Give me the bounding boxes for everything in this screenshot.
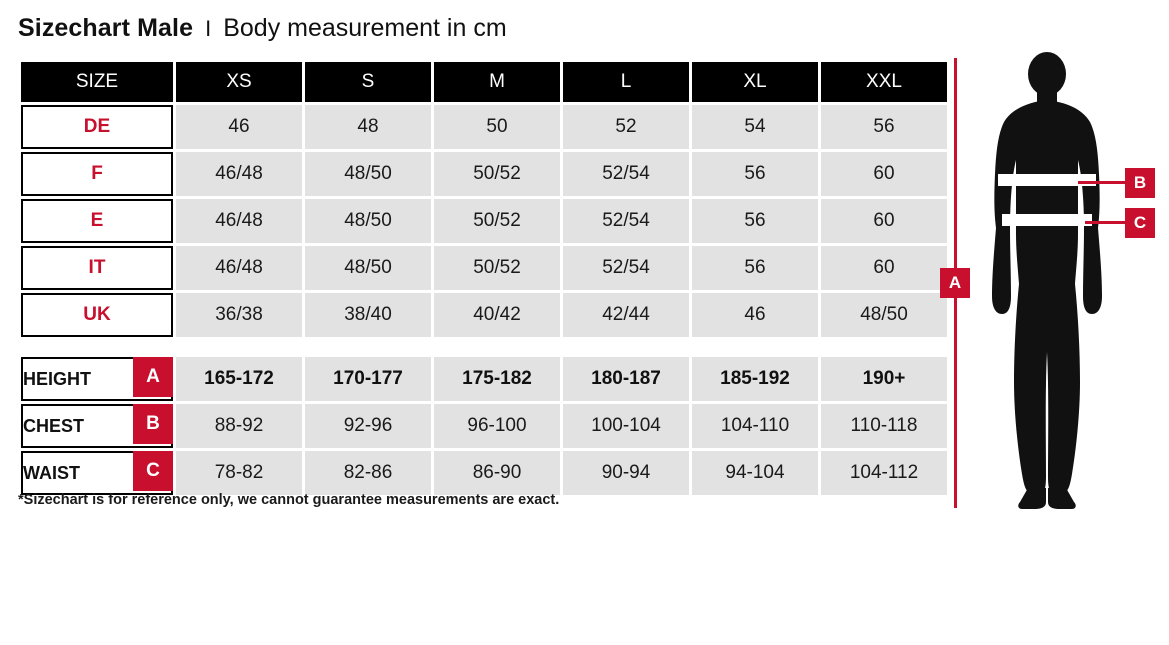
cell-uk-l: 42/44 (563, 293, 689, 337)
table-row (21, 357, 947, 401)
cell-f-xl: 56 (692, 152, 818, 196)
cell-it-xxl: 60 (821, 246, 947, 290)
table-header-row (21, 62, 947, 102)
badge-a: A (133, 357, 173, 397)
table-section-divider (21, 340, 947, 354)
row-label-height (21, 357, 173, 401)
cell-de-l: 52 (563, 105, 689, 149)
body-figure-panel (930, 52, 1155, 512)
row-label-it: IT (21, 246, 173, 290)
cell-height-xxl: 190+ (821, 357, 947, 401)
title-subtitle: Body measurement in cm (223, 14, 507, 42)
cell-e-s: 48/50 (305, 199, 431, 243)
row-label-de: DE (21, 105, 173, 149)
cell-uk-xl: 46 (692, 293, 818, 337)
badge-c: C (133, 451, 173, 491)
table-row (21, 451, 947, 495)
cell-uk-xs: 36/38 (176, 293, 302, 337)
cell-f-s: 48/50 (305, 152, 431, 196)
cell-chest-xxl: 110-118 (821, 404, 947, 448)
cell-chest-xl: 104-110 (692, 404, 818, 448)
row-label-chest (21, 404, 173, 448)
cell-f-l: 52/54 (563, 152, 689, 196)
cell-chest-m: 96-100 (434, 404, 560, 448)
chest-marker-line (1078, 181, 1125, 184)
cell-e-xxl: 60 (821, 199, 947, 243)
cell-height-s: 170-177 (305, 357, 431, 401)
cell-de-s: 48 (305, 105, 431, 149)
cell-waist-xs: 78-82 (176, 451, 302, 495)
table-row (21, 404, 947, 448)
cell-it-xl: 56 (692, 246, 818, 290)
cell-e-xs: 46/48 (176, 199, 302, 243)
cell-it-m: 50/52 (434, 246, 560, 290)
cell-waist-xl: 94-104 (692, 451, 818, 495)
cell-chest-s: 92-96 (305, 404, 431, 448)
header-size-l: L (563, 62, 689, 102)
page-title (18, 14, 507, 43)
title-separator: I (205, 16, 212, 41)
cell-f-m: 50/52 (434, 152, 560, 196)
table-row (21, 246, 947, 290)
cell-chest-xs: 88-92 (176, 404, 302, 448)
table-row (21, 152, 947, 196)
row-label-height-text: HEIGHT (23, 369, 92, 389)
figure-marker-b: B (1125, 168, 1155, 198)
cell-de-m: 50 (434, 105, 560, 149)
cell-e-m: 50/52 (434, 199, 560, 243)
row-label-f: F (21, 152, 173, 196)
cell-f-xs: 46/48 (176, 152, 302, 196)
cell-e-xl: 56 (692, 199, 818, 243)
cell-f-xxl: 60 (821, 152, 947, 196)
title-main: Sizechart Male (18, 14, 194, 42)
cell-height-l: 180-187 (563, 357, 689, 401)
cell-it-l: 52/54 (563, 246, 689, 290)
header-size-s: S (305, 62, 431, 102)
table-row (21, 293, 947, 337)
cell-height-m: 175-182 (434, 357, 560, 401)
row-label-chest-text: CHEST (23, 416, 85, 436)
cell-height-xs: 165-172 (176, 357, 302, 401)
badge-b: B (133, 404, 173, 444)
figure-marker-a: A (940, 268, 970, 298)
cell-uk-s: 38/40 (305, 293, 431, 337)
cell-waist-xxl: 104-112 (821, 451, 947, 495)
table-row (21, 105, 947, 149)
cell-e-l: 52/54 (563, 199, 689, 243)
cell-de-xl: 54 (692, 105, 818, 149)
header-size-xs: XS (176, 62, 302, 102)
cell-waist-s: 82-86 (305, 451, 431, 495)
cell-de-xxl: 56 (821, 105, 947, 149)
header-size-xxl: XXL (821, 62, 947, 102)
sizechart-table (18, 59, 950, 498)
waist-marker-line (1085, 221, 1125, 224)
cell-uk-m: 40/42 (434, 293, 560, 337)
row-label-waist (21, 451, 173, 495)
cell-it-xs: 46/48 (176, 246, 302, 290)
cell-height-xl: 185-192 (692, 357, 818, 401)
cell-waist-m: 86-90 (434, 451, 560, 495)
table-row (21, 199, 947, 243)
cell-uk-xxl: 48/50 (821, 293, 947, 337)
header-size-label: SIZE (21, 62, 173, 102)
row-label-uk: UK (21, 293, 173, 337)
row-label-waist-text: WAIST (23, 463, 80, 483)
male-body-silhouette-icon (972, 52, 1122, 512)
footnote: *Sizechart is for reference only, we cannot guarantee measurements are exact. (18, 492, 560, 508)
cell-it-s: 48/50 (305, 246, 431, 290)
figure-marker-c: C (1125, 208, 1155, 238)
header-size-xl: XL (692, 62, 818, 102)
cell-chest-l: 100-104 (563, 404, 689, 448)
cell-de-xs: 46 (176, 105, 302, 149)
header-size-m: M (434, 62, 560, 102)
row-label-e: E (21, 199, 173, 243)
cell-waist-l: 90-94 (563, 451, 689, 495)
